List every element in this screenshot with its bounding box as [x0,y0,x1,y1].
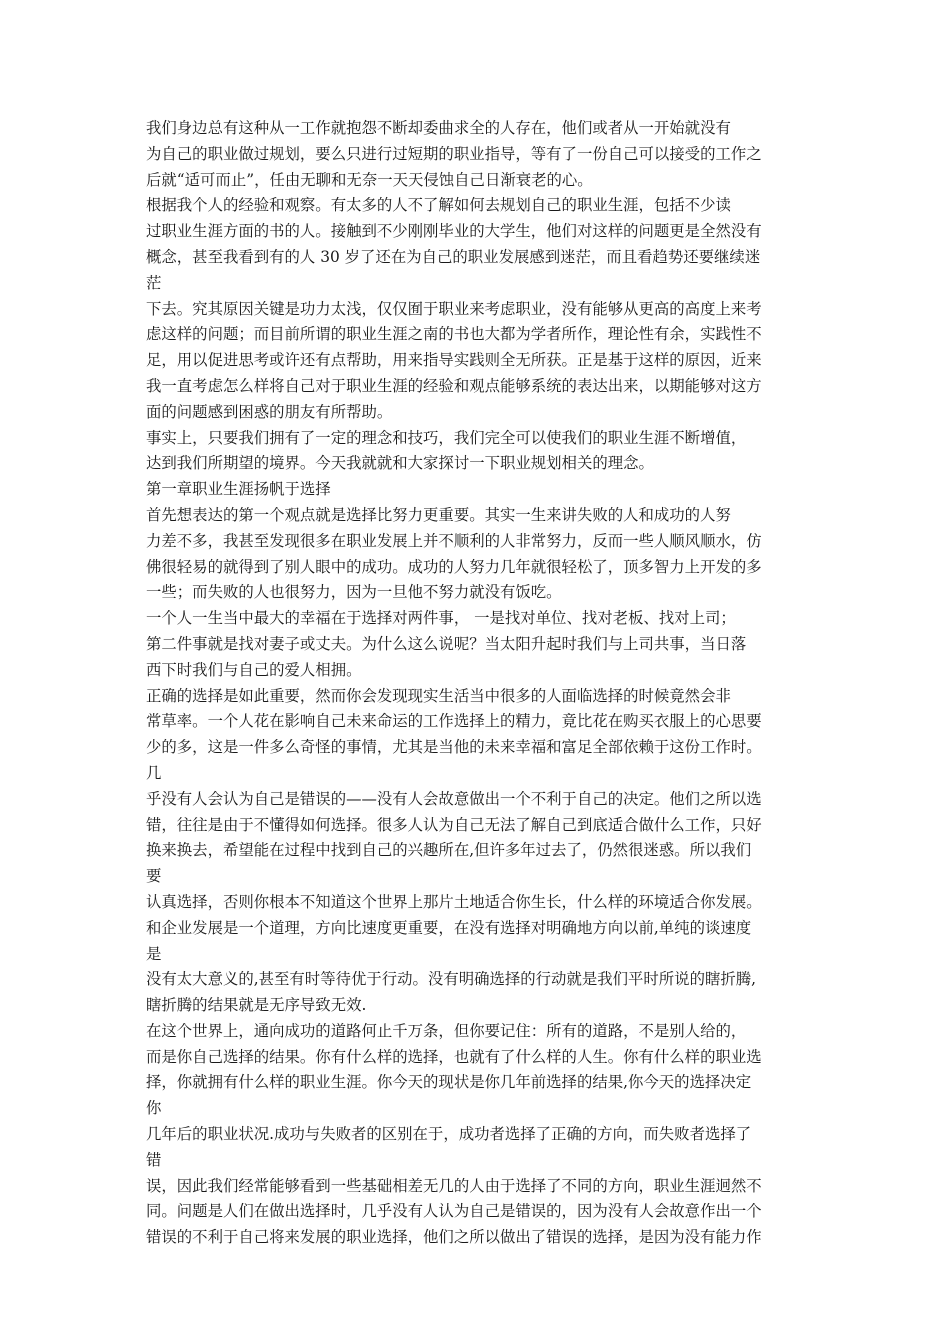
text-line: 佛很轻易的就得到了别人眼中的成功。成功的人努力几年就很轻松了，顶多智力上开发的多 [146,557,762,576]
text-line: 没有太大意义的,甚至有时等待优于行动。没有明确选择的行动就是我们平时所说的瞎折腾, [146,970,757,989]
text-line: 而是你自己选择的结果。你有什么样的选择，也就有了什么样的人生。你有什么样的职业选 [146,1047,762,1066]
text-line: 你 [146,1099,162,1118]
text-line: 错误的不利于自己将来发展的职业选择，他们之所以做出了错误的选择，是因为没有能力作 [146,1228,762,1247]
text-line: 虑这样的问题；而目前所谓的职业生涯之南的书也大都为学者所作，理论性有余，实践性不 [146,325,762,344]
text-line: 茫 [146,273,162,292]
text-line: 第一章职业生涯扬帆于选择 [146,480,331,499]
text-line: 我们身边总有这种从一工作就抱怨不断却委曲求全的人存在，他们或者从一开始就没有 [146,119,731,137]
text-line: 西下时我们与自己的爱人相拥。 [146,660,362,679]
text-line: 正确的选择是如此重要，然而你会发现现实生活当中很多的人面临选择的时候竟然会非 [146,686,731,705]
text-line: 和企业发展是一个道理，方向比速度更重要，在没有选择对明确地方向以前,单纯的谈速度 [146,918,752,937]
text-line: 过职业生涯方面的书的人。接触到不少刚刚毕业的大学生，他们对这样的问题更是全然没有 [146,222,762,241]
text-line: 后就“适可而止”，任由无聊和无奈一天天侵蚀自己日渐衰老的心。 [146,170,593,189]
text-line: 足，用以促进思考或许还有点帮助，用来指导实践则全无所获。正是基于这样的原因，近来 [146,351,762,370]
text-line: 首先想表达的第一个观点就是选择比努力更重要。其实一生来讲失败的人和成功的人努 [146,505,731,524]
text-line: 同。问题是人们在做出选择时，几乎没有人认为自己是错误的，因为没有人会故意作出一个 [146,1202,762,1221]
text-line: 为自己的职业做过规划，要么只进行过短期的职业指导，等有了一份自己可以接受的工作之 [146,144,762,163]
text-line: 根据我个人的经验和观察。有太多的人不了解如何去规划自己的职业生涯，包括不少读 [146,196,731,215]
text-line: 乎没有人会认为自己是错误的——没有人会故意做出一个不利于自己的决定。他们之所以选 [146,789,762,808]
text-line: 面的问题感到困惑的朋友有所帮助。 [146,402,393,421]
text-line: 换来换去，希望能在过程中找到自己的兴趣所在,但许多年过去了，仍然很迷惑。所以我们 [146,841,752,860]
text-line: 几 [146,763,162,782]
text-line: 错，往往是由于不懂得如何选择。很多人认为自己无法了解自己到底适合做什么工作，只好 [146,815,762,834]
text-line: 错 [146,1150,162,1169]
text-line: 几年后的职业状况.成功与失败者的区别在于，成功者选择了正确的方向，而失败者选择了 [146,1125,752,1144]
text-line: 少的多，这是一件多么奇怪的事情，尤其是当他的未来幸福和富足全部依赖于这份工作时。 [146,738,762,757]
text-line: 概念，甚至我看到有的人 30 岁了还在为自己的职业发展感到迷茫，而且看趋势还要继续迷 [146,247,761,266]
text-line: 瞎折腾的结果就是无序导致无效. [146,996,367,1015]
text-line: 力差不多，我甚至发现很多在职业发展上并不顺利的人非常努力，反而一些人顺风顺水，仿 [146,531,762,550]
text-line: 事实上，只要我们拥有了一定的理念和技巧，我们完全可以使我们的职业生涯不断增值， [146,428,747,447]
text-line: 下去。究其原因关键是功力太浅，仅仅囿于职业来考虑职业，没有能够从更高的高度上来考 [146,299,762,318]
text-line: 误，因此我们经常能够看到一些基础相差无几的人由于选择了不同的方向，职业生涯迥然不 [146,1176,762,1195]
text-line: 是 [146,944,162,963]
text-line: 达到我们所期望的境界。今天我就就和大家探讨一下职业规划相关的理念。 [146,454,654,473]
text-line: 常草率。一个人花在影响自己未来命运的工作选择上的精力，竟比花在购买衣服上的心思要 [146,712,762,731]
text-line: 一个人一生当中最大的幸福在于选择对两件事， 一是找对单位、找对老板、找对上司； [146,609,736,628]
text-line: 在这个世界上，通向成功的道路何止千万条，但你要记住：所有的道路，不是别人给的， [146,1021,747,1040]
body-text [146,116,816,1251]
text-line: 我一直考虑怎么样将自己对于职业生涯的经验和观点能够系统的表达出来，以期能够对这方 [146,376,762,395]
text-line: 要 [146,867,162,886]
text-line: 一些；而失败的人也很努力，因为一旦他不努力就没有饭吃。 [146,583,562,602]
text-line: 第二件事就是找对妻子或丈夫。为什么这么说呢？当太阳升起时我们与上司共事，当日落 [146,634,747,653]
text-line: 认真选择，否则你根本不知道这个世界上那片土地适合你生长，什么样的环境适合你发展。 [146,892,762,911]
text-line: 择，你就拥有什么样的职业生涯。你今天的现状是你几年前选择的结果,你今天的选择决定 [146,1073,752,1092]
